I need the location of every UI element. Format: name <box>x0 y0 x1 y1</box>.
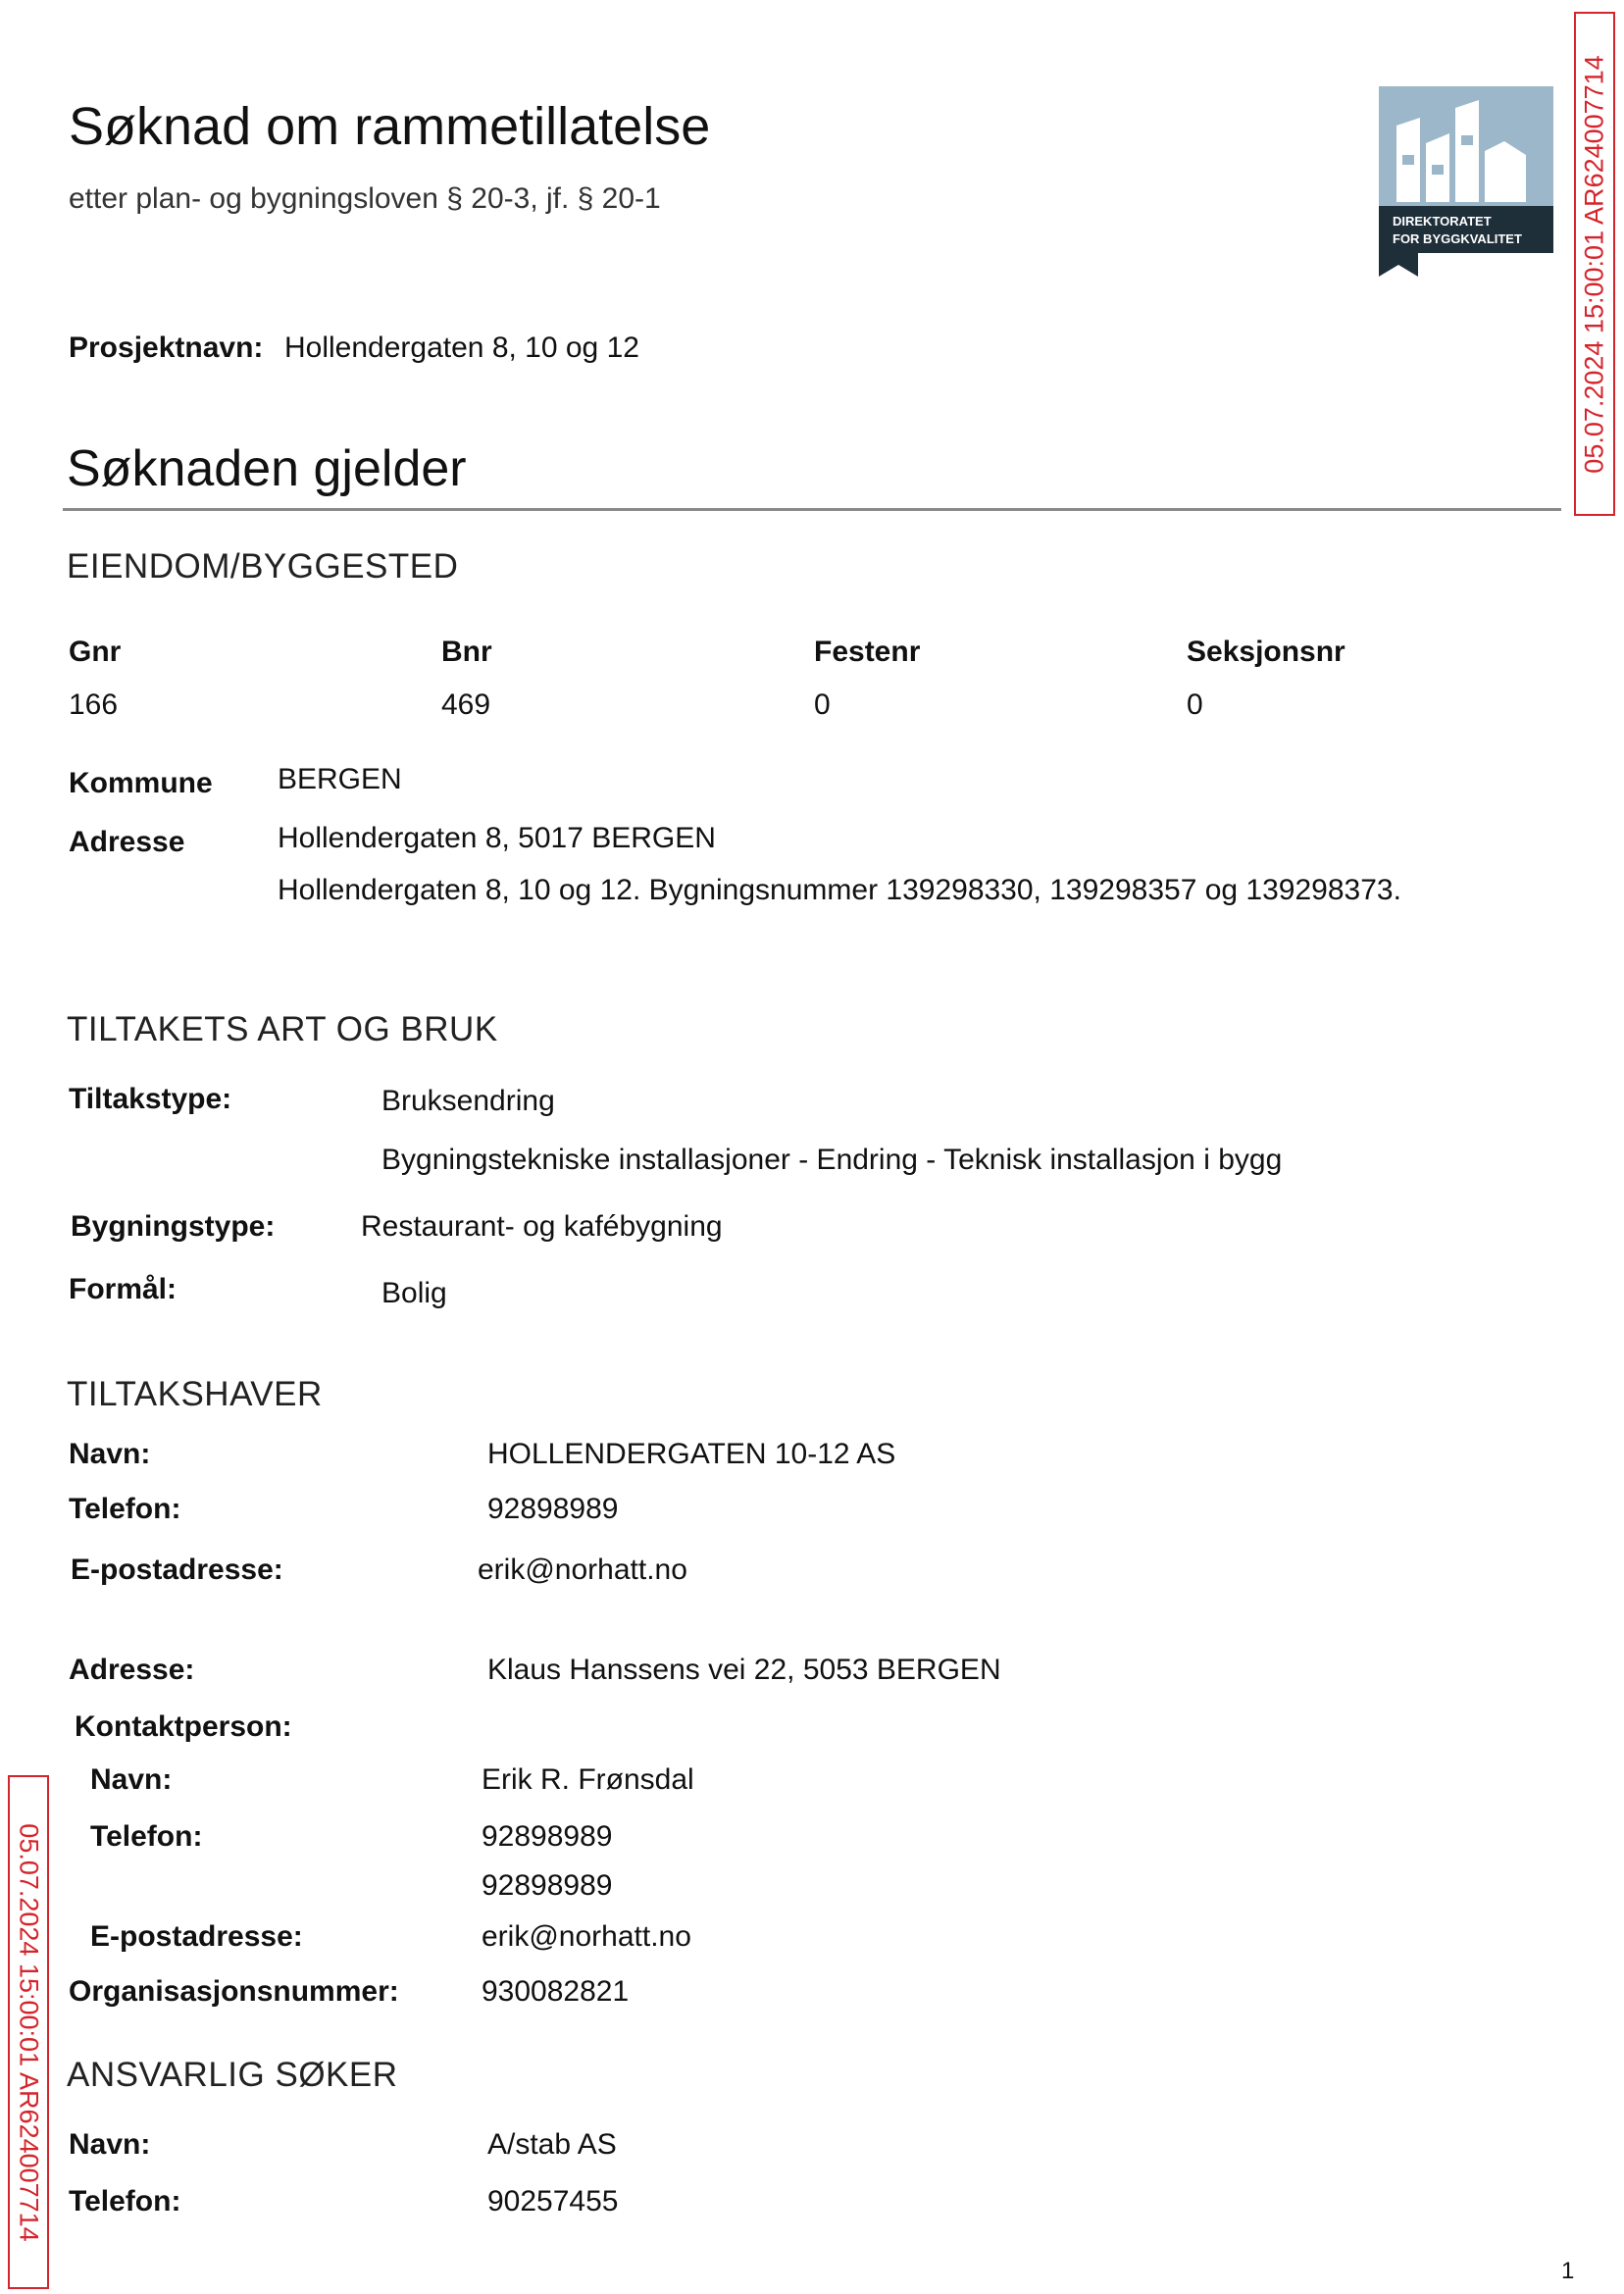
soker-navn-value: A/stab AS <box>487 2128 617 2161</box>
kontakt-telefon-value-2: 92898989 <box>482 1869 613 1902</box>
formal-value: Bolig <box>381 1277 447 1309</box>
bygningstype-value: Restaurant- og kafébygning <box>361 1210 723 1243</box>
document-title: Søknad om rammetillatelse <box>69 97 711 156</box>
adresse-line2: Hollendergaten 8, 10 og 12. Bygningsnummer 139298330, 139298357 og 139298373. <box>278 874 1401 906</box>
seksjonsnr-label: Seksjonsnr <box>1187 636 1345 668</box>
section-heading-property: EIENDOM/BYGGESTED <box>67 547 459 586</box>
tiltakshaver-adresse-label: Adresse: <box>69 1654 195 1686</box>
section-heading-tiltak: TILTAKETS ART OG BRUK <box>67 1010 498 1048</box>
gnr-label: Gnr <box>69 636 122 668</box>
kontakt-navn-value: Erik R. Frønsdal <box>482 1763 694 1796</box>
section-heading-tiltakshaver: TILTAKSHAVER <box>67 1375 323 1413</box>
kontakt-telefon-value-1: 92898989 <box>482 1820 613 1853</box>
tiltakshaver-navn-value: HOLLENDERGATEN 10-12 AS <box>487 1438 896 1470</box>
section-heading-ansvarlig-soker: ANSVARLIG SØKER <box>67 2056 398 2094</box>
document-subtitle: etter plan- og bygningsloven § 20-3, jf. § 20-1 <box>69 182 661 215</box>
kommune-value: BERGEN <box>278 763 402 795</box>
gnr-value: 166 <box>69 688 119 721</box>
orgnr-value: 930082821 <box>482 1975 630 2008</box>
seksjonsnr-value: 0 <box>1187 688 1203 721</box>
tiltakshaver-adresse-value: Klaus Hanssens vei 22, 5053 BERGEN <box>487 1654 1001 1686</box>
kontakt-navn-label: Navn: <box>90 1763 173 1796</box>
soker-telefon-value: 90257455 <box>487 2185 619 2218</box>
stamp-text-top: 05.07.2024 15:00:01 AR624007714 <box>1579 54 1609 474</box>
soker-telefon-label: Telefon: <box>69 2185 181 2218</box>
tiltakstype-value-2: Bygningstekniske installasjoner - Endring - Teknisk installasjon i bygg <box>381 1144 1283 1176</box>
main-heading: Søknaden gjelder <box>67 440 467 497</box>
page-number: 1 <box>1561 2258 1575 2284</box>
festenr-value: 0 <box>814 688 831 721</box>
heading-divider <box>63 508 1561 511</box>
building-logo-icon <box>1379 86 1553 277</box>
logo-text-line2: FOR BYGGKVALITET <box>1393 231 1522 246</box>
kontaktperson-label: Kontaktperson: <box>75 1710 292 1743</box>
kontakt-epost-label: E-postadresse: <box>90 1920 303 1953</box>
kontakt-telefon-label: Telefon: <box>90 1820 203 1853</box>
bnr-value: 469 <box>441 688 491 721</box>
adresse-line1: Hollendergaten 8, 5017 BERGEN <box>278 822 716 854</box>
kontakt-epost-value: erik@norhatt.no <box>482 1920 691 1953</box>
tiltakshaver-epost-label: E-postadresse: <box>71 1554 283 1586</box>
project-name-label: Prosjektnavn: <box>69 331 264 364</box>
bygningstype-label: Bygningstype: <box>71 1210 276 1243</box>
orgnr-label: Organisasjonsnummer: <box>69 1975 399 2008</box>
bnr-label: Bnr <box>441 636 492 668</box>
dibk-logo <box>1379 86 1553 277</box>
adresse-label: Adresse <box>69 826 185 858</box>
formal-label: Formål: <box>69 1273 178 1305</box>
project-name-value: Hollendergaten 8, 10 og 12 <box>284 331 639 364</box>
tiltakstype-label: Tiltakstype: <box>69 1083 232 1115</box>
festenr-label: Festenr <box>814 636 921 668</box>
tiltakshaver-telefon-label: Telefon: <box>69 1493 181 1525</box>
received-stamp-top <box>1574 12 1615 516</box>
tiltakstype-value-1: Bruksendring <box>381 1085 555 1117</box>
tiltakshaver-epost-value: erik@norhatt.no <box>478 1554 687 1586</box>
kommune-label: Kommune <box>69 767 213 799</box>
tiltakshaver-navn-label: Navn: <box>69 1438 151 1470</box>
soker-navn-label: Navn: <box>69 2128 151 2161</box>
logo-text-line1: DIREKTORATET <box>1393 214 1492 229</box>
stamp-text-bottom: 05.07.2024 15:00:01 AR624007714 <box>14 1822 44 2242</box>
tiltakshaver-telefon-value: 92898989 <box>487 1493 619 1525</box>
received-stamp-bottom <box>8 1775 49 2289</box>
